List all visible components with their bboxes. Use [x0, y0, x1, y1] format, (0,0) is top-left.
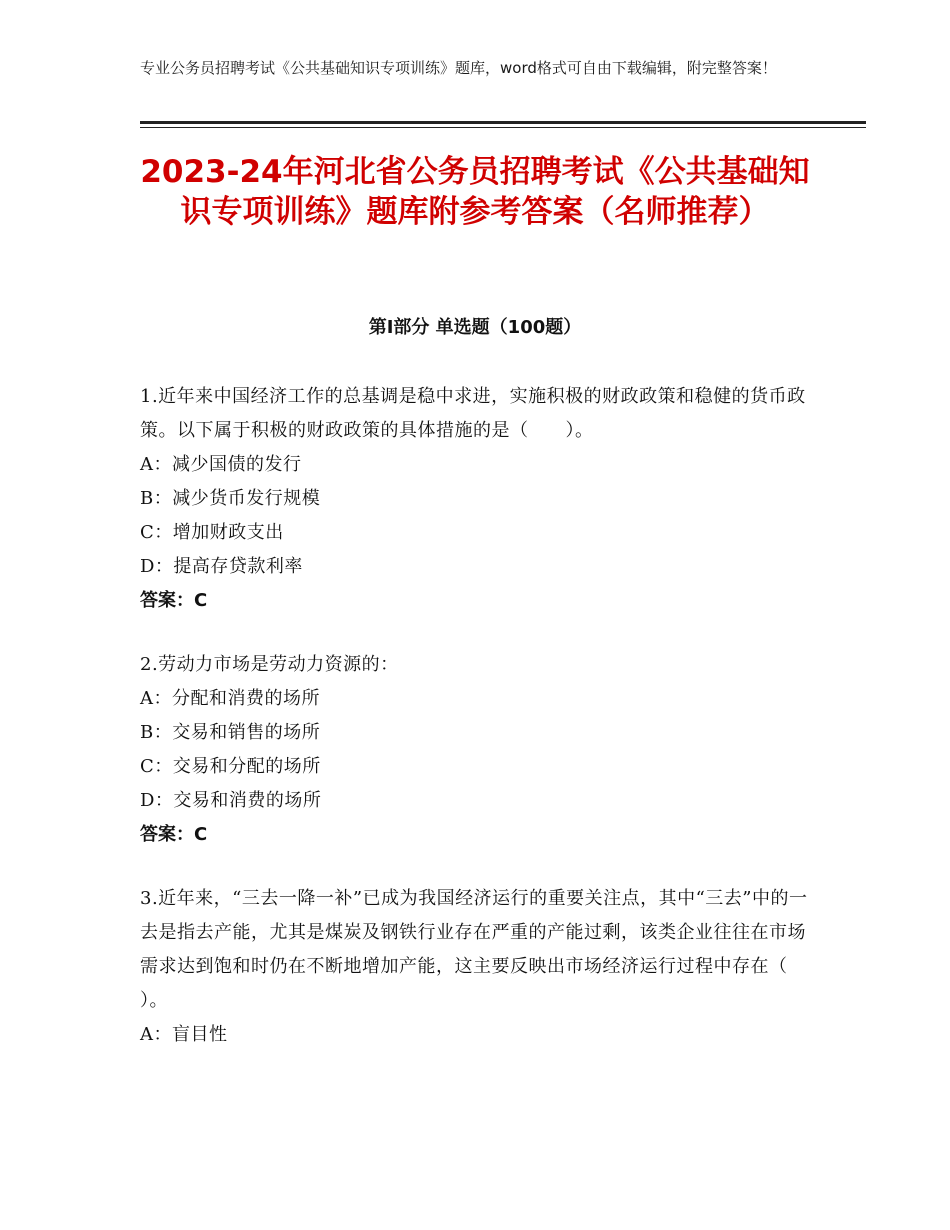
option-a: A：盲目性: [140, 1024, 228, 1045]
document-title: 2023-24年河北省公务员招聘考试《公共基础知识专项训练》题库附参考答案（名师推荐）: [140, 154, 810, 230]
option-a: A：减少国债的发行: [140, 454, 302, 475]
question-stem: 3.近年来，“三去一降一补”已成为我国经济运行的重要关注点，其中“三去”中的一去是指去产能，尤其是煤炭及钢铁行业存在严重的产能过剩，该类企业往往在市场需求达到饱和时仍在不断地增加产能，这主要反映出市场经济运行过程中存在（ ）。: [140, 888, 808, 1011]
header-note: 专业公务员招聘考试《公共基础知识专项训练》题库，word格式可自由下载编辑，附完整答案！: [140, 59, 777, 77]
question-item: [140, 380, 820, 618]
question-item: [140, 882, 820, 1052]
question-list: [140, 380, 820, 1082]
question-stem: 1.近年来中国经济工作的总基调是稳中求进，实施积极的财政政策和稳健的货币政策。以下属于积极的财政政策的具体措施的是（ ）。: [140, 386, 806, 441]
header-rule-thick: [140, 121, 866, 124]
option-d: D：交易和消费的场所: [140, 790, 322, 811]
question-item: [140, 648, 820, 852]
answer-line: 答案：C: [140, 824, 208, 845]
question-stem: 2.劳动力市场是劳动力资源的：: [140, 654, 399, 675]
header-rule-thin: [140, 127, 866, 128]
answer-line: 答案：C: [140, 590, 208, 611]
option-c: C：交易和分配的场所: [140, 756, 321, 777]
option-b: B：减少货币发行规模: [140, 488, 321, 509]
option-c: C：增加财政支出: [140, 522, 284, 543]
option-b: B：交易和销售的场所: [140, 722, 321, 743]
option-d: D：提高存贷款利率: [140, 556, 303, 577]
section-heading: 第Ⅰ部分 单选题（100题）: [368, 317, 582, 338]
option-a: A：分配和消费的场所: [140, 688, 320, 709]
